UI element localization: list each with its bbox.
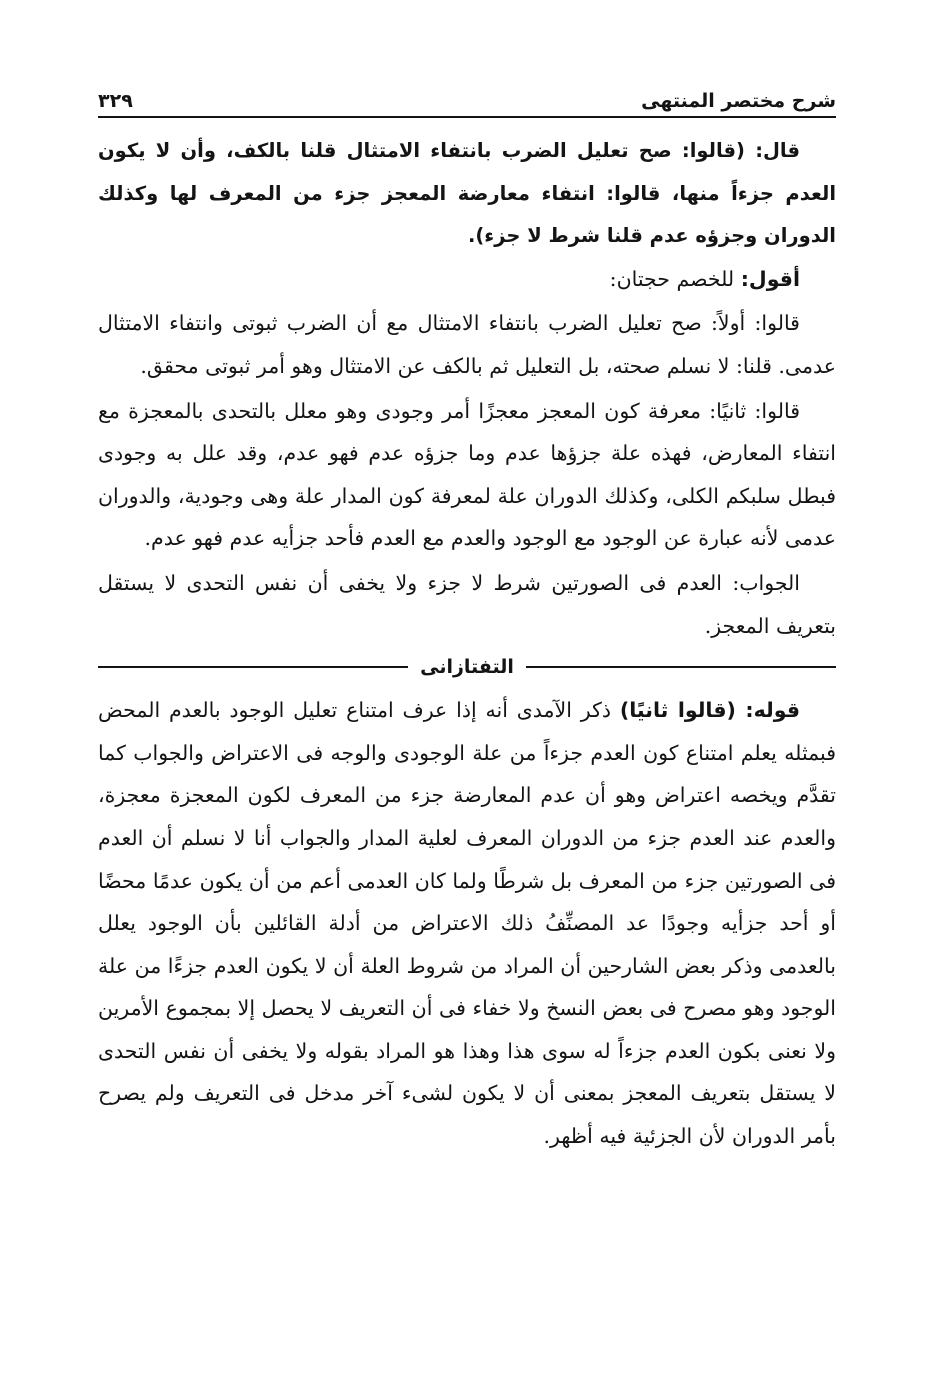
section-divider (98, 651, 836, 683)
sharh-paragraph-3: الجواب: العدم فى الصورتين شرط لا جزء ولا يخفى أن نفس التحدى لا يستقل بتعريف المعجز. (98, 570, 836, 638)
matn-text: (قالوا: صح تعليل الضرب بانتفاء الامتثال قلنا بالكف، وأن لا يكون العدم جزءاً منها، قالوا: انتفاء معارضة المعجز جزء من المعرف لها وكذلك الدوران وجزؤه عدم قلنا شرط لا جزء). (98, 139, 836, 248)
page-header (98, 78, 836, 118)
matn-label: قال: (755, 139, 800, 162)
sharh-paragraph-2: قالوا: ثانيًا: معرفة كون المعجز معجزًا أمر وجودى وهو معلل بالتحدى بالمعجزة مع انتفاء المعارض، فهذه علة جزؤها عدم وما جزؤه عدم فهو عدم، وقد علل به وجودى فبطل سلبكم الكلى، وكذلك الدوران علة لمعرفة كون المدار علة وهى وجودية، والدوران عدمى لأنه عبارة عن الوجود مع الوجود والعدم مع العدم فأحد جزأيه عدم فهو عدم. (98, 398, 836, 551)
divider-line-left (98, 666, 408, 668)
page-number: ٣٢٩ (98, 90, 133, 112)
page (98, 78, 836, 1158)
sharh-intro-text: للخصم حجتان: (609, 266, 735, 291)
commentary-label: قوله: (قالوا ثانيًا) (619, 698, 800, 723)
commentary-text: ذكر الآمدى أنه إذا عرف امتناع تعليل الوجود بالعدم المحض فبمثله يعلم امتناع كون العدم جزءاً من علة الوجودى والوجه فى الاعتراض والجواب كما تقدَّم ويخصه اعتراض وهو أن عدم المعارضة جزء من المعرف لكون المعجزة معجزة، والعدم عند العدم جزء من الدوران المعرف لعلية المدار والجواب أنا لا نسلم أن العدم فى الصورتين جزء من المعرف بل شرطًا ولما كان العدمى أعم من أن يكون عدمًا محضًا أو أحد جزأيه وجودًا عد المصنِّفُ ذلك الاعتراض من أدلة القائلين بأن الوجود يعلل بالعدمى وذكر بعض الشارحين أن المراد من شروط العلة أن لا يكون العدم جزءًا من علة الوجود وهو مصرح فى بعض النسخ ولا خفاء فى أن التعريف لا يحصل إلا بمجموع الأمرين ولا نعنى بكون العدم جزءاً له سوى هذا وهذا هو المراد بقوله ولا يخفى أن نفس التحدى لا يستقل بتعريف المعجز بمعنى أن لا يكون لشىء آخر مدخل فى التعريف ولم يصرح بأمر الدوران لأن الجزئية فيه أظهر. (98, 698, 836, 1149)
divider-label: التفتازانى (420, 656, 514, 679)
matn-paragraph (98, 130, 836, 258)
running-title: شرح مختصر المنتهى (641, 90, 836, 112)
sharh-intro-label: أقول: (740, 266, 800, 291)
sharh-paragraph-1: قالوا: أولاً: صح تعليل الضرب بانتفاء الامتثال مع أن الضرب ثبوتى وانتفاء الامتثال عدمى. قلنا: لا نسلم صحته، بل التعليل ثم بالكف عن الامتثال وهو أمر ثبوتى محقق. (98, 311, 836, 378)
divider-line-right (526, 666, 836, 668)
sharh-intro (98, 258, 836, 301)
commentary-paragraph (98, 689, 836, 1158)
